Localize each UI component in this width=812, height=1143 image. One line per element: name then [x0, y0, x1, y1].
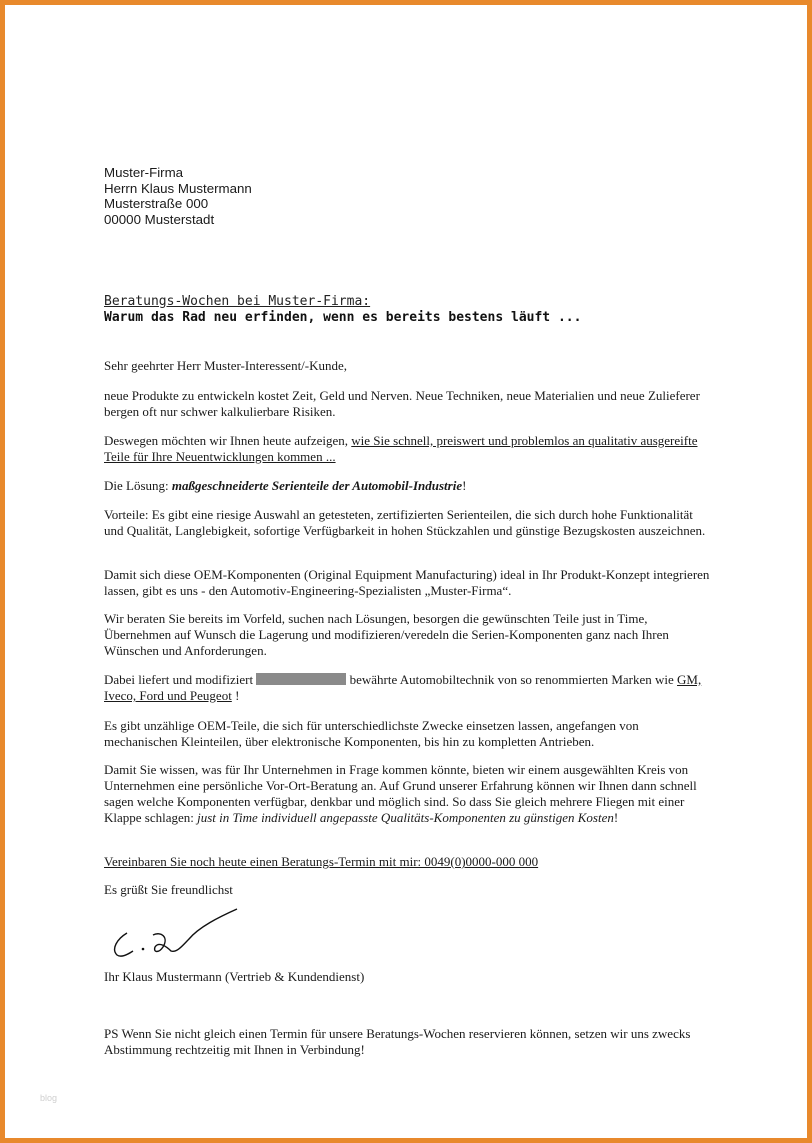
subject-line: Beratungs-Wochen bei Muster-Firma:: [104, 294, 371, 309]
paragraph-loesung: [104, 478, 714, 494]
address-line-1: Muster-Firma: [104, 165, 184, 180]
paragraph-beratung: Wir beraten Sie bereits im Vorfeld, suchen nach Lösungen, besorgen die gewünschten Teile just in Time, Übernehmen auf Wunsch die Lagerung und modifizieren/veredeln die Serien-Komponenten ganz nach Ihren Wünschen und Anforderungen.: [104, 611, 669, 658]
paragraph-intro: neue Produkte zu entwickeln kostet Zeit, Geld und Nerven. Neue Techniken, neue Materialien und neue Zulieferer bergen oft nur schwer kalkulierbare Risiken.: [104, 388, 700, 419]
closing: Es grüßt Sie freundlichst: [104, 882, 233, 897]
p3-emphasis: maßgeschneiderte Serienteile der Automobil-Industrie: [171, 478, 463, 493]
p9-text: Damit Sie wissen, was für Ihr Unternehmen in Frage kommen könnte, bieten wir einem ausgewählten Kreis von Unternehmen eine persönliche Vor-Ort-Beratung an. Auf Grund unserer Erfahrung können wir Ihnen dann schnell sagen welche Komponenten verfügbar, denkbar und möglich sind. So dass Sie gleich mehrere Fliegen mit einer Klappe schlagen:: [104, 762, 697, 825]
p3-end: !: [462, 478, 467, 493]
p9-end: !: [613, 810, 619, 825]
redacted-company-name: [256, 673, 346, 685]
recipient-address: [104, 165, 714, 227]
paragraph-marken: [104, 672, 714, 704]
salutation: Sehr geehrter Herr Muster-Interessent/-Kunde,: [104, 358, 348, 373]
p7-end: !: [231, 688, 240, 703]
p7-text-a: Dabei liefert und modifiziert: [104, 672, 257, 687]
signer-name: Ihr Klaus Mustermann (Vertrieb & Kundendienst): [104, 969, 365, 984]
postscript: PS Wenn Sie nicht gleich einen Termin für unsere Beratungs-Wochen reservieren können, setzen wir uns zwecks Abstimmung rechtzeitig mit Ihnen in Verbindung!: [104, 1026, 691, 1057]
paragraph-aufzeigen: [104, 433, 714, 465]
p9-emphasis: just in Time individuell angepasste Qualitäts-Komponenten zu günstigen Kosten: [197, 810, 614, 825]
letter-page: [5, 5, 807, 1138]
p2-text: Deswegen möchten wir Ihnen heute aufzeigen,: [104, 433, 352, 448]
paragraph-oem-teile: Es gibt unzählige OEM-Teile, die sich für unterschiedlichste Zwecke einsetzen lassen, angefangen von mechanischen Kleinteilen, über elektronische Komponenten, bis hin zu kompletten Antrieben.: [104, 718, 639, 749]
address-line-2: Herrn Klaus Mustermann: [104, 180, 252, 196]
address-line-3: Musterstraße 000: [104, 196, 209, 211]
address-line-4: 00000 Musterstadt: [104, 211, 215, 227]
paragraph-vorteile: Vorteile: Es gibt eine riesige Auswahl an getesteten, zertifizierten Serienteilen, die sich durch hohe Funktionalität und Qualität, Langlebigkeit, sofortige Verfügbarkeit in hohen Stückzahlen und günstige Bezugskosten auszeichnen.: [104, 507, 706, 538]
p2-underlined: wie Sie schnell, preiswert und problemlos an qualitativ ausgereifte Teile für Ihre Neuentwicklungen kommen ...: [104, 433, 698, 464]
p7-brands: GM, Iveco, Ford und Peugeot: [104, 672, 702, 703]
paragraph-oem: Damit sich diese OEM-Komponenten (Original Equipment Manufacturing) ideal in Ihr Produkt-Konzept integrieren lassen, gibt es uns - den Automotiv-Engineering-Spezialisten „Muster-Firma“.: [104, 567, 710, 598]
watermark: blog: [40, 1093, 58, 1103]
call-to-action: Vereinbaren Sie noch heute einen Beratungs-Termin mit mir: 0049(0)0000-000 000: [104, 854, 539, 869]
p3-label: Die Lösung:: [104, 478, 172, 493]
p7-text-b: bewährte Automobiltechnik von so renommierten Marken wie: [346, 672, 678, 687]
signature-image: [109, 905, 249, 965]
paragraph-vor-ort: [104, 762, 714, 826]
subject-heading: Warum das Rad neu erfinden, wenn es bereits bestens läuft ...: [104, 310, 582, 325]
